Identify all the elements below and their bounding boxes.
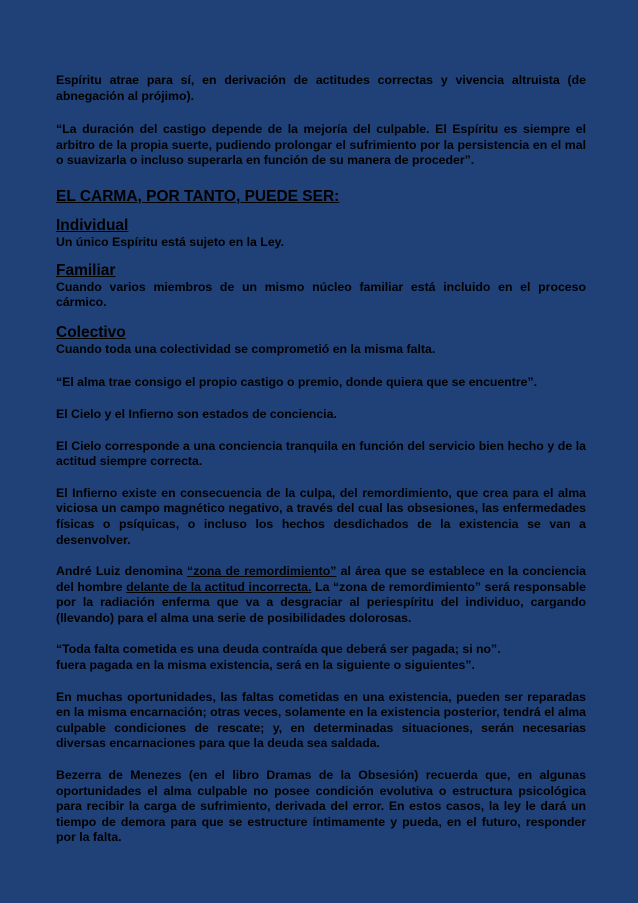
heading-individual: Individual (56, 216, 129, 234)
paragraph-cielo: El Cielo corresponde a una conciencia tranquila en función del servicio bien hecho y de la actitud siempre correcta. (56, 438, 586, 469)
text-familiar: Cuando varios miembros de un mismo núcleo familiar está incluido en el proceso cármico. (56, 279, 586, 310)
delante-actitud-term: delante de la actitud incorrecta. (126, 579, 312, 594)
paragraph-infierno: El Infierno existe en consecuencia de la culpa, del remordimiento, que crea para el alma viciosa un campo magnético negativo, a través del cual las obsesiones, las enfermedades físicas o psíquicas, o incluso los hechos desdichados de la existencia se van a desenvolver. (56, 485, 586, 547)
heading-familiar: Familiar (56, 261, 116, 279)
quote-duracion-castigo: “La duración del castigo depende de la mejoría del culpable. El Espíritu es siempre el arbitro de la propia suerte, pudiendo prolongar el sufrimiento por la persistencia en el mal o suavizarla o incluso superarla en función de su manera de proceder”. (56, 122, 586, 168)
paragraph-bezerra: Bezerra de Menezes (en el libro Dramas de la Obsesión) recuerda que, en algunas oportunidades el alma culpable no posee condición evolutiva o estructura psicológica para recibir la carga de sufrimiento, derivada del error. En estos casos, la ley le dará un tiempo de demora para que se estructure íntimamente y pueda, en el futuro, responder por la falta. (56, 768, 586, 845)
heading-colectivo: Colectivo (56, 323, 126, 341)
andre-text-3: La “zona de remordimiento” será responsable por la radiación enferma que va a desgraciar al periespíritu del individuo, cargando (llevando) para el alma una serie de posibilidades dolorosas. (56, 579, 586, 625)
paragraph-cielo-infierno: El Cielo y el Infierno son estados de conciencia. (56, 406, 337, 421)
quote-falta-cometida-cont: fuera pagada en la misma existencia, será en la siguiente o siguientes”. (56, 658, 475, 673)
quote-falta-cometida: “Toda falta cometida es una deuda contraída que deberá ser pagada; si no”. (56, 642, 501, 657)
andre-text-2: al área que se establece en la conciencia del hombre (56, 564, 586, 594)
paragraph-andre-luiz (56, 564, 586, 626)
paragraph-oportunidades: En muchas oportunidades, las faltas cometidas en una existencia, pueden ser reparadas en la misma encarnación; otras veces, solamente en la existencia posterior, tendrá el alma culpable condiciones de rescate; y, en determinadas situaciones, serán necesarias diversas encarnaciones para que la deuda sea saldada. (56, 689, 586, 751)
paragraph-intro: Espíritu atrae para sí, en derivación de actitudes correctas y vivencia altruista (de abnegación al prójimo). (56, 73, 586, 103)
zona-remordimiento-term: “zona de remordimiento” (187, 564, 337, 579)
heading-carma: EL CARMA, POR TANTO, PUEDE SER: (56, 187, 340, 205)
text-colectivo: Cuando toda una colectividad se comprometió en la misma falta. (56, 341, 436, 356)
andre-text-1: André Luiz denomina (56, 564, 188, 579)
quote-alma-castigo: “El alma trae consigo el propio castigo o premio, donde quiera que se encuentre”. (56, 375, 538, 390)
text-individual: Un único Espíritu está sujeto en la Ley. (56, 234, 284, 249)
